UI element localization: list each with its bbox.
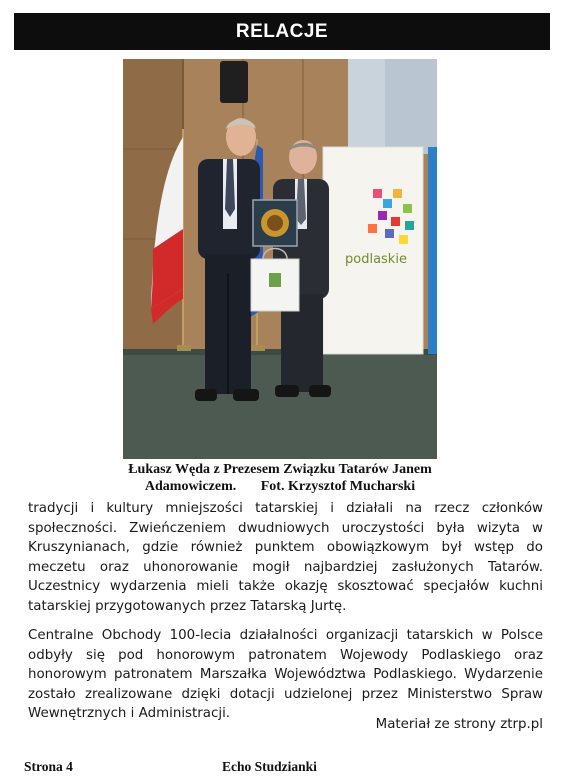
banner-text: podlaskie xyxy=(345,252,407,267)
section-header xyxy=(14,13,550,50)
photo-illustration xyxy=(123,59,437,459)
publication-name: Echo Studzianki xyxy=(222,759,317,774)
photo-caption xyxy=(0,461,560,495)
article-paragraph-1: tradycji i kultury mniejszości tatarskiej i działali na rzecz członków społeczności. Zwieńczeniem dwudniowych uroczystości była wizyta w Kruszynianach, gdzie również punktem obowiązkowym był wstęp do meczetu oraz uhonorowanie mogił najbardziej zasłużonych Tatarów. Uczestnicy wydarzenia mieli także okazję skosztować specjałów kuchni tatarskiej przygotowanych przez Tatarską Jurtę. xyxy=(28,501,543,614)
article-photo xyxy=(123,59,437,459)
article-paragraph-2: Centralne Obchody 100-lecia działalności organizacji tatarskich w Polsce odbyły się pod honorowym patronatem Wojewody Podlaskiego oraz honorowym patronatem Marszałka Województwa Podlaskiego. Wydarzenie zostało zrealizowane dzięki dotacji udzielonej przez Ministerstwo Spraw Wewnętrznych i Administracji. xyxy=(28,628,543,721)
caption-line-1: Łukasz Wędа z Prezesem Związku Tatarów Janem xyxy=(128,462,432,477)
section-title: RELACJE xyxy=(235,20,329,42)
article-source: Materiał ze strony ztrp.pl xyxy=(375,717,543,732)
article-body xyxy=(28,499,543,734)
page-number: Strona 4 xyxy=(24,759,73,774)
caption-line-2: Adamowiczem. Fot. Krzysztof Mucharski xyxy=(144,479,416,494)
